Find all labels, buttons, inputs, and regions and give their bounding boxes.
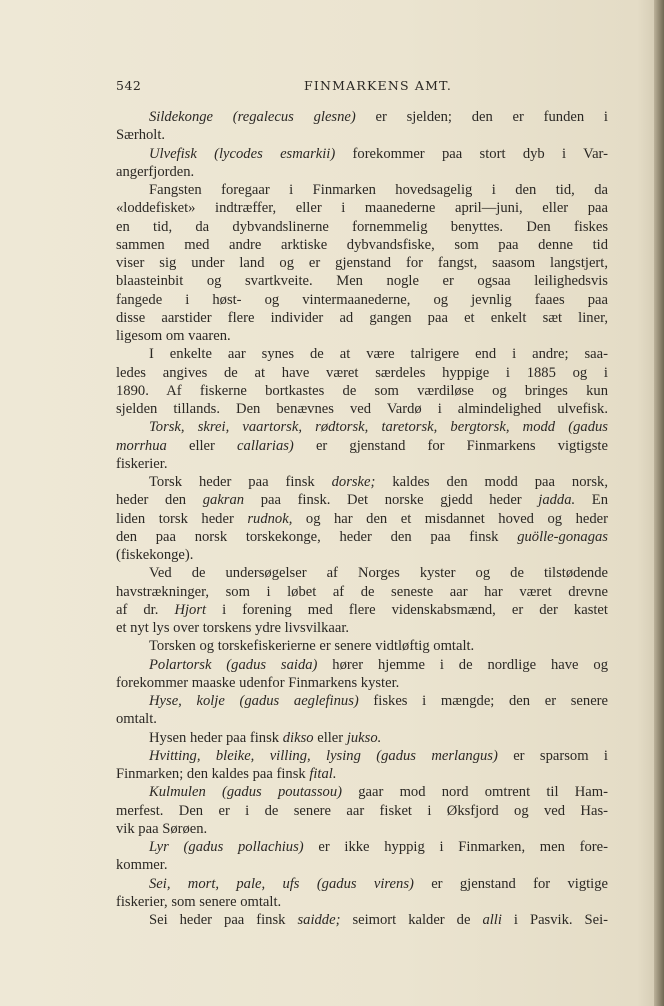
- italic-term: callarias): [237, 437, 294, 454]
- text-line: [116, 637, 608, 655]
- text-segment: Torsk heder paa finsk: [149, 474, 315, 490]
- text-segment: eller: [188, 437, 215, 454]
- text-line: [116, 291, 608, 309]
- text-line: [116, 473, 608, 491]
- text-segment: liden torsk heder: [116, 510, 234, 527]
- text-segment: ledes angives de at have været særdeles hyppige i 1885 og i: [116, 364, 608, 381]
- text-line: [116, 911, 608, 929]
- text-segment: hører hjemme i de nordlige have og: [332, 656, 608, 673]
- italic-term: Kulmulen (gadus poutassou): [149, 784, 342, 801]
- text-segment: Fangsten foregaar i Finmarken hovedsagelig i den tid, da: [149, 182, 608, 198]
- text-segment: ligesom om vaaren.: [116, 328, 231, 344]
- text-line: [116, 364, 608, 382]
- text-segment: omtalt.: [116, 711, 157, 728]
- italic-term: jadda.: [538, 492, 576, 509]
- text-line: [116, 656, 608, 674]
- text-segment: er sparsom i: [513, 747, 608, 764]
- text-segment: fiskerier, som senere omtalt.: [116, 893, 282, 910]
- italic-term: guölle-gonagas: [517, 528, 608, 545]
- text-line: [116, 674, 608, 692]
- italic-term: rudnok,: [247, 510, 293, 527]
- text-segment: disse aarstider flere individer ad gangen paa et enkelt sæt liner,: [116, 309, 608, 326]
- text-line: [116, 236, 608, 254]
- text-segment: Særholt.: [116, 127, 166, 144]
- text-segment: heder den: [116, 492, 187, 509]
- text-line: [116, 564, 608, 582]
- text-line: [116, 199, 608, 217]
- text-segment: vik paa Sørøen.: [116, 820, 208, 837]
- text-segment: er sjelden; den er funden i: [375, 109, 608, 125]
- text-line: [116, 692, 608, 710]
- text-line: [116, 309, 608, 327]
- italic-term: Sei, mort, pale, ufs (gadus virens): [149, 875, 414, 892]
- text-segment: Hysen heder paa finsk: [149, 729, 280, 746]
- text-line: [116, 272, 608, 290]
- text-line: [116, 856, 608, 874]
- text-segment: Finmarken; den kaldes paa finsk: [116, 766, 306, 782]
- text-segment: paa finsk. Det norske gjedd heder: [260, 492, 522, 509]
- text-segment: angerfjorden.: [116, 163, 195, 180]
- text-segment: En: [591, 492, 608, 509]
- text-segment: viser sig under land og er gjenstand for fangst, saasom langstjert,: [116, 255, 608, 271]
- text-line: [116, 181, 608, 199]
- text-line: [116, 729, 608, 747]
- italic-term: Sildekonge (regalecus glesne): [149, 109, 356, 125]
- text-segment: kaldes den modd paa norsk,: [392, 474, 608, 490]
- text-segment: blaasteinbit og svartkveite. Men nogle er ogsaa leilighedsvis: [116, 273, 608, 290]
- italic-term: morrhua: [116, 437, 167, 454]
- text-segment: fiskes i mængde; den er senere: [373, 693, 608, 709]
- text-segment: sjelden tillands. Den benævnes ved Vardø i almindelighed ulvefisk.: [116, 401, 608, 417]
- text-segment: Sei heder paa finsk: [149, 912, 286, 928]
- italic-term: Torsk, skrei, vaartorsk, rødtorsk, taretorsk, bergtorsk, modd (gadus: [149, 419, 608, 436]
- text-line: [116, 802, 608, 820]
- text-segment: er gjenstand for Finmarkens vigtigste: [315, 437, 608, 454]
- text-segment: i Pasvik. Sei-: [513, 912, 608, 928]
- text-segment: sammen med andre arktiske dybvandsfiske, som paa denne tid: [116, 236, 608, 253]
- italic-term: saidde;: [297, 912, 341, 928]
- text-segment: i forening med flere videnskabsmænd, er der kastet: [222, 601, 608, 618]
- text-segment: Ved de undersøgelser af Norges kyster og de tilstødende: [149, 565, 608, 582]
- text-line: [116, 875, 608, 893]
- text-line: [116, 491, 608, 509]
- text-segment: og har den et misdannet hoved og heder: [305, 510, 608, 527]
- text-line: [116, 145, 608, 163]
- running-title: FINMARKENS AMT.: [304, 78, 453, 93]
- text-line: [116, 747, 608, 765]
- text-line: [116, 783, 608, 801]
- text-segment: (fiskekonge).: [116, 547, 194, 563]
- text-segment: I enkelte aar synes de at være talrigere end i andre; saa-: [149, 346, 608, 363]
- text-line: [116, 455, 608, 473]
- text-line: [116, 345, 608, 363]
- body-text: [116, 108, 608, 929]
- text-line: [116, 254, 608, 272]
- text-segment: kommer.: [116, 857, 168, 874]
- text-line: [116, 820, 608, 838]
- italic-term: jukso.: [346, 729, 382, 746]
- page-number: 542: [116, 78, 142, 93]
- text-line: [116, 418, 608, 436]
- running-header: [116, 78, 608, 96]
- text-segment: forekommer maaske udenfor Finmarkens kyster.: [116, 674, 400, 691]
- text-line: [116, 400, 608, 418]
- text-segment: havstrækninger, som i løbet af de seneste aar har været drevne: [116, 583, 608, 600]
- text-line: [116, 838, 608, 856]
- text-line: [116, 546, 608, 564]
- italic-term: Hyse, kolje (gadus aeglefinus): [149, 693, 359, 709]
- text-line: [116, 893, 608, 911]
- text-segment: forekommer paa stort dyb i Var-: [352, 145, 608, 162]
- text-line: [116, 437, 608, 455]
- text-segment: Torsken og torskefiskerierne er senere vidtløftig omtalt.: [149, 638, 475, 655]
- text-line: [116, 126, 608, 144]
- text-line: [116, 710, 608, 728]
- text-line: [116, 327, 608, 345]
- text-line: [116, 765, 608, 783]
- text-segment: 1890. Af fiskerne bortkastes de som værdiløse og bringes kun: [116, 382, 608, 399]
- italic-term: dikso: [282, 729, 314, 746]
- text-segment: seimort kalder de: [352, 912, 471, 928]
- italic-term: Lyr (gadus pollachius): [149, 839, 304, 855]
- italic-term: Hjort: [174, 601, 207, 618]
- text-segment: fiskerier.: [116, 455, 168, 472]
- text-segment: eller: [317, 729, 344, 746]
- text-segment: er ikke hyppig i Finmarken, men fore-: [318, 839, 608, 855]
- italic-term: Polartorsk (gadus saida): [149, 656, 318, 673]
- text-line: [116, 601, 608, 619]
- text-segment: af dr.: [116, 601, 159, 618]
- text-segment: fangede i høst- og vintermaanederne, og jevnlig faaes paa: [116, 291, 608, 308]
- text-line: [116, 108, 608, 126]
- text-line: [116, 163, 608, 181]
- text-line: [116, 510, 608, 528]
- text-line: [116, 583, 608, 601]
- text-segment: er gjenstand for vigtige: [431, 875, 608, 892]
- text-line: [116, 218, 608, 236]
- italic-term: gakran: [202, 492, 245, 509]
- italic-term: Hvitting, bleike, villing, lysing (gadus merlangus): [149, 747, 498, 764]
- text-line: [116, 528, 608, 546]
- text-segment: gaar mod nord omtrent til Ham-: [358, 784, 608, 801]
- italic-term: Ulvefisk (lycodes esmarkii): [149, 145, 336, 162]
- text-segment: «loddefisket» indtræffer, eller i maanederne april—juni, eller paa: [116, 200, 608, 217]
- italic-term: dorske;: [331, 474, 376, 490]
- text-segment: merfest. Den er i de senere aar fisket i Øksfjord og ved Has-: [116, 802, 608, 819]
- text-line: [116, 382, 608, 400]
- text-line: [116, 619, 608, 637]
- italic-term: alli: [482, 912, 502, 928]
- text-segment: den paa norsk torskekonge, heder den paa finsk: [116, 528, 499, 545]
- page-edge: [654, 0, 664, 1006]
- text-segment: en tid, da dybvandslinerne fornemmelig benyttes. Den fiskes: [116, 218, 608, 235]
- text-segment: et nyt lys over torskens ydre livsvilkaar.: [116, 620, 350, 636]
- italic-term: fital.: [309, 766, 337, 782]
